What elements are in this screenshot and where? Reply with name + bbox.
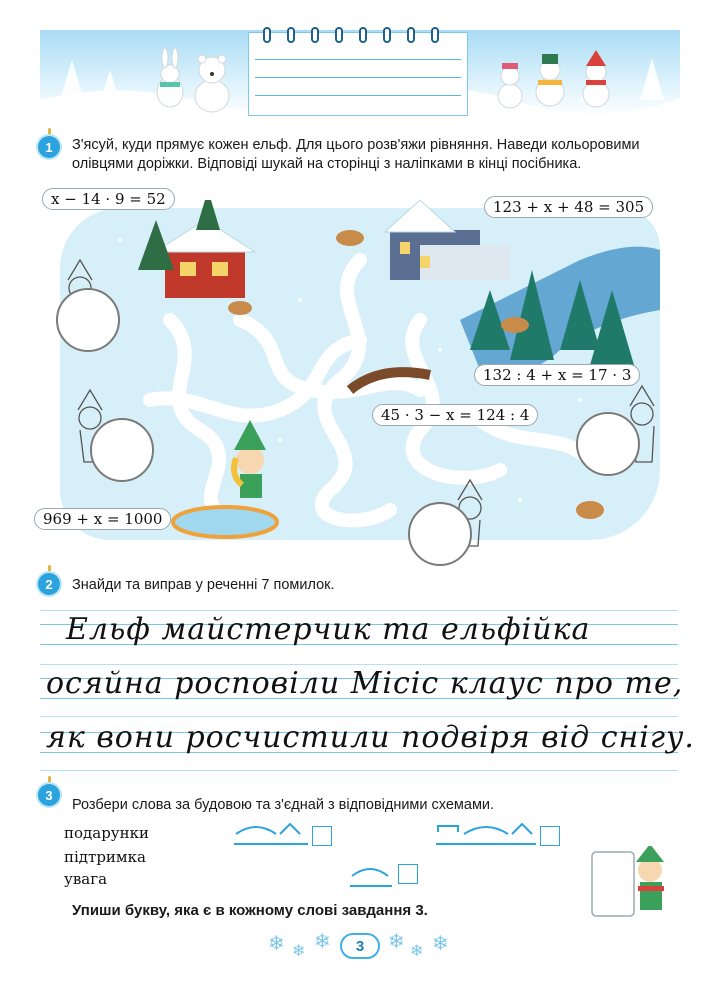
answer-circle[interactable]: [576, 412, 640, 476]
bear-icon: [195, 55, 229, 112]
word-item: увага: [64, 870, 108, 888]
elf-icon: [234, 420, 266, 498]
ring-icon: [383, 27, 391, 43]
task-instruction: Знайди та виправ у реченні 7 помилок.: [72, 577, 335, 593]
equation-3: 132 : 4 + x = 17 · 3: [474, 364, 640, 386]
handwritten-line-3: як вони росчистили подвіря від снігу.: [46, 720, 695, 755]
snowman-icon: [498, 50, 609, 108]
word-item: підтримка: [64, 848, 146, 866]
answer-circle[interactable]: [90, 418, 154, 482]
snowflake-icon: ❄: [410, 943, 424, 960]
writing-line: [255, 95, 461, 96]
equation-1: x − 14 · 9 = 52: [42, 188, 175, 210]
answer-circle[interactable]: [56, 288, 120, 352]
equation-4: 45 · 3 − x = 124 : 4: [372, 404, 538, 426]
snowflake-icon: ❄: [292, 943, 306, 960]
ring-icon: [431, 27, 439, 43]
writing-line: [255, 77, 461, 78]
ring-icon: [335, 27, 343, 43]
word-item: подарунки: [64, 824, 150, 842]
notepad-label: [248, 32, 468, 116]
bonus-question: Упиши букву, яка є в кожному слові завдання 3.: [72, 902, 428, 919]
ice-rink: [173, 507, 277, 537]
snowflake-icon: ❄: [268, 933, 285, 955]
ending-box: [312, 826, 332, 846]
task-instruction: Розбери слова за будовою та з'єднай з відповідними схемами.: [72, 797, 495, 813]
task-number-badge: 3: [38, 784, 60, 806]
handwritten-line-1: Ельф майстерчик та ельфійка: [66, 612, 591, 647]
snowflake-icon: ❄: [432, 933, 449, 955]
word-scheme-1: [232, 818, 312, 848]
ring-icon: [263, 27, 271, 43]
ending-box: [398, 864, 418, 884]
word-scheme-2: [434, 818, 538, 848]
snowflake-icon: ❄: [388, 931, 405, 953]
snowflake-icon: ❄: [314, 931, 331, 953]
ring-icon: [407, 27, 415, 43]
ring-icon: [287, 27, 295, 43]
ring-icon: [311, 27, 319, 43]
ending-box: [540, 826, 560, 846]
ring-icon: [359, 27, 367, 43]
task-number-badge: 1: [38, 136, 60, 158]
handwritten-line-2: осяйна росповіли Місіс клаус про те,: [46, 666, 684, 701]
equation-2: 123 + x + 48 = 305: [484, 196, 653, 218]
task-number-badge: 2: [38, 573, 60, 595]
page-number: 3: [340, 933, 380, 959]
elf-with-scroll-icon: [588, 846, 680, 922]
task-instruction: З'ясуй, куди прямує кожен ельф. Для цього розв'яжи рівняння. Наведи кольоровими олівцями доріжки. Відповіді шукай на сторінці з наліпками в кінці посібника.: [72, 137, 640, 172]
bunny-icon: [157, 48, 183, 107]
equation-5: 969 + x = 1000: [34, 508, 171, 530]
answer-circle[interactable]: [408, 502, 472, 566]
word-scheme-3: [348, 860, 396, 890]
writing-line: [255, 59, 461, 60]
